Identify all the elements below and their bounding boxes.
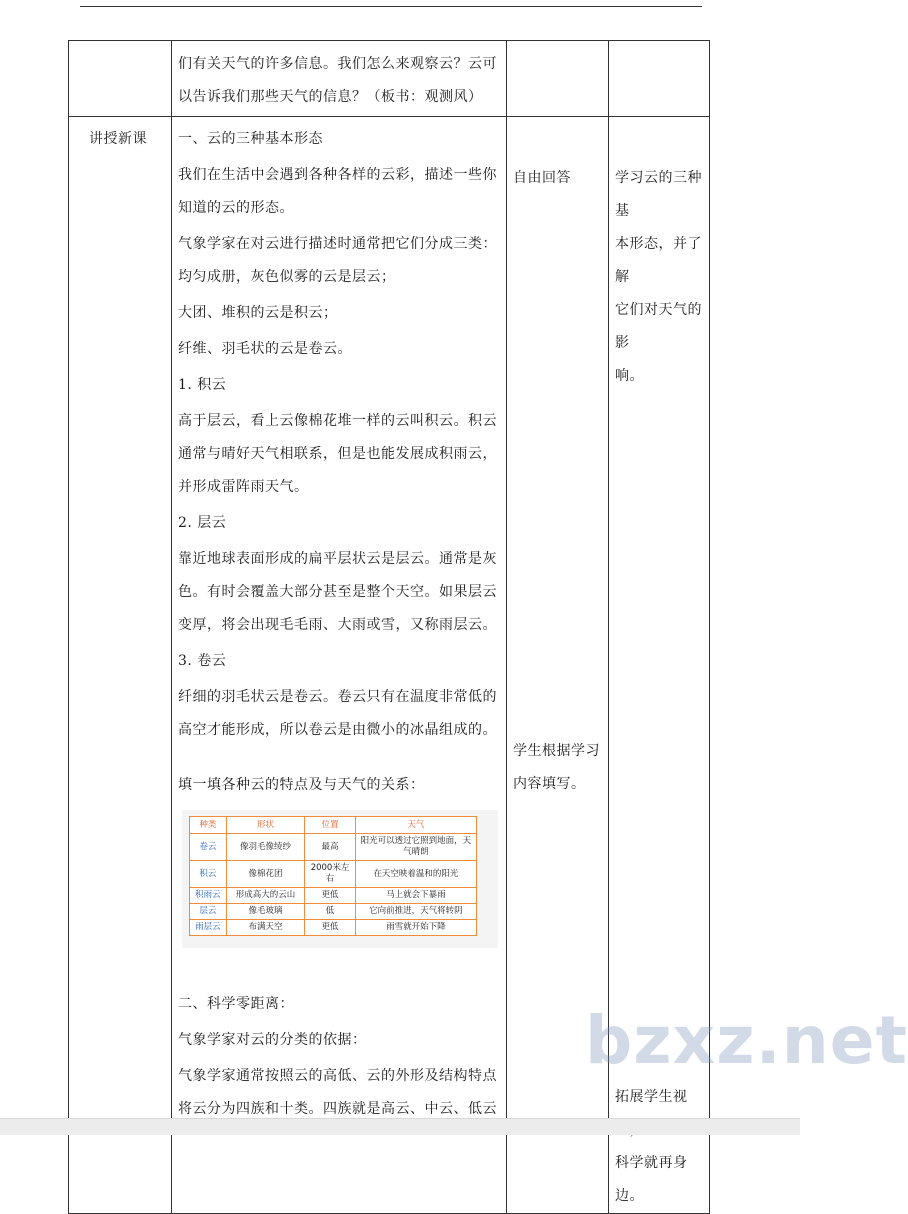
paragraph-line: 气象学家对云的分类的依据：	[178, 1032, 367, 1048]
subheading: 3. 卷云	[178, 653, 227, 669]
cloud-position: 更低	[305, 920, 356, 936]
student-activity-cell	[507, 41, 609, 117]
student-answer: 自由回答	[513, 170, 571, 186]
paragraph-line: 纤维、羽毛状的云是卷云。	[178, 341, 352, 357]
paragraph-line: 高于层云，看上云像棉花堆一样的云叫积云。积云	[178, 413, 497, 429]
paragraph-line: 纤细的羽毛状云是卷云。卷云只有在温度非常低的	[178, 689, 497, 705]
cloud-shape: 布满天空	[226, 920, 305, 936]
cloud-weather: 雨雪就开始下降	[355, 920, 476, 936]
page-top-rule	[80, 6, 702, 7]
table-row	[190, 888, 477, 904]
cloud-weather: 马上就会下暴雨	[355, 888, 476, 904]
cloud-kind: 积雨云	[190, 888, 227, 904]
section-label: 讲授新课	[89, 131, 147, 147]
table-row	[190, 861, 477, 888]
table-row	[190, 904, 477, 920]
cloud-shape: 像棉花团	[226, 861, 305, 888]
content-cell	[172, 117, 507, 1214]
student-activity-cell	[507, 117, 609, 1214]
cloud-weather: 在天空映着温和的阳光	[355, 861, 476, 888]
cloud-weather: 阳光可以透过它照到地面，天气晴朗	[355, 834, 476, 861]
fill-prompt: 填一填各种云的特点及与天气的关系：	[178, 777, 425, 793]
design-intent-cell	[609, 117, 710, 1214]
cloud-table-image	[182, 810, 498, 948]
content-cell	[172, 41, 507, 117]
cloud-shape: 像毛玻璃	[226, 904, 305, 920]
paragraph-line: 将云分为四族和十类。四族就是高云、中云、低云	[178, 1101, 497, 1117]
design-intent-cell	[609, 41, 710, 117]
design-extend-line: 科学就再身边。	[615, 1155, 688, 1204]
section-label-cell	[69, 41, 172, 117]
design-goal-line: 它们对天气的影	[615, 302, 702, 351]
paragraph-line: 靠近地球表面形成的扁平层状云是层云。通常是灰	[178, 551, 497, 567]
paragraph-line: 大团、堆积的云是积云；	[178, 305, 338, 321]
cloud-table-header-row	[190, 817, 477, 834]
cloud-weather: 它向前推进，天气将转阴	[355, 904, 476, 920]
design-extend-line: 拓展学生视	[615, 1089, 688, 1105]
paragraph-line: 知道的云的形态。	[178, 200, 294, 216]
subheading: 1. 积云	[178, 377, 227, 393]
heading: 一、云的三种基本形态	[178, 131, 323, 147]
cloud-table	[189, 816, 477, 936]
paragraph-line: 变厚，将会出现毛毛雨、大雨或雪，又称雨层云。	[178, 617, 497, 633]
design-goal-line: 学习云的三种基	[615, 170, 702, 219]
heading: 二、科学零距离：	[178, 996, 294, 1012]
cloud-shape: 形成高大的云山	[226, 888, 305, 904]
watermark: bzxz.net	[585, 1002, 908, 1079]
design-goal-line: 本形态，并了解	[615, 236, 702, 285]
cloud-kind: 卷云	[190, 834, 227, 861]
cloud-table-header: 天气	[355, 817, 476, 834]
cloud-position: 2000米左右	[305, 861, 356, 888]
page-bottom-strip	[0, 1118, 800, 1135]
table-row	[190, 834, 477, 861]
cloud-kind: 积云	[190, 861, 227, 888]
paragraph-line: 气象学家在对云进行描述时通常把它们分成三类：	[178, 236, 497, 252]
student-fill-line: 学生根据学习	[513, 743, 600, 759]
paragraph-line: 色。有时会覆盖大部分甚至是整个天空。如果层云	[178, 584, 497, 600]
table-row	[69, 41, 710, 117]
content-line: 们有关天气的许多信息。我们怎么来观察云？云可	[178, 56, 497, 72]
paragraph-line: 气象学家通常按照云的高低、云的外形及结构特点	[178, 1068, 497, 1084]
cloud-table-header: 种类	[190, 817, 227, 834]
cloud-table-header: 形状	[226, 817, 305, 834]
subheading: 2. 层云	[178, 515, 227, 531]
paragraph-line: 通常与晴好天气相联系，但是也能发展成积雨云，	[178, 446, 497, 462]
cloud-table-header: 位置	[305, 817, 356, 834]
cloud-shape: 像羽毛像绫纱	[226, 834, 305, 861]
paragraph-line: 并形成雷阵雨天气。	[178, 479, 309, 495]
design-goal-line: 响。	[615, 368, 644, 384]
paragraph-line: 均匀成册，灰色似雾的云是层云；	[178, 269, 396, 285]
cloud-kind: 层云	[190, 904, 227, 920]
cloud-kind: 雨层云	[190, 920, 227, 936]
content-line: 以告诉我们那些天气的信息？（板书：观测风）	[178, 89, 483, 105]
paragraph-line: 高空才能形成，所以卷云是由微小的冰晶组成的。	[178, 722, 497, 738]
table-row	[190, 920, 477, 936]
section-label-cell	[69, 117, 172, 1214]
cloud-position: 最高	[305, 834, 356, 861]
paragraph-line: 我们在生活中会遇到各种各样的云彩，描述一些你	[178, 167, 497, 183]
cloud-position: 更低	[305, 888, 356, 904]
lesson-plan-table	[68, 40, 710, 1214]
student-fill-line: 内容填写。	[513, 776, 586, 792]
table-row	[69, 117, 710, 1214]
cloud-position: 低	[305, 904, 356, 920]
